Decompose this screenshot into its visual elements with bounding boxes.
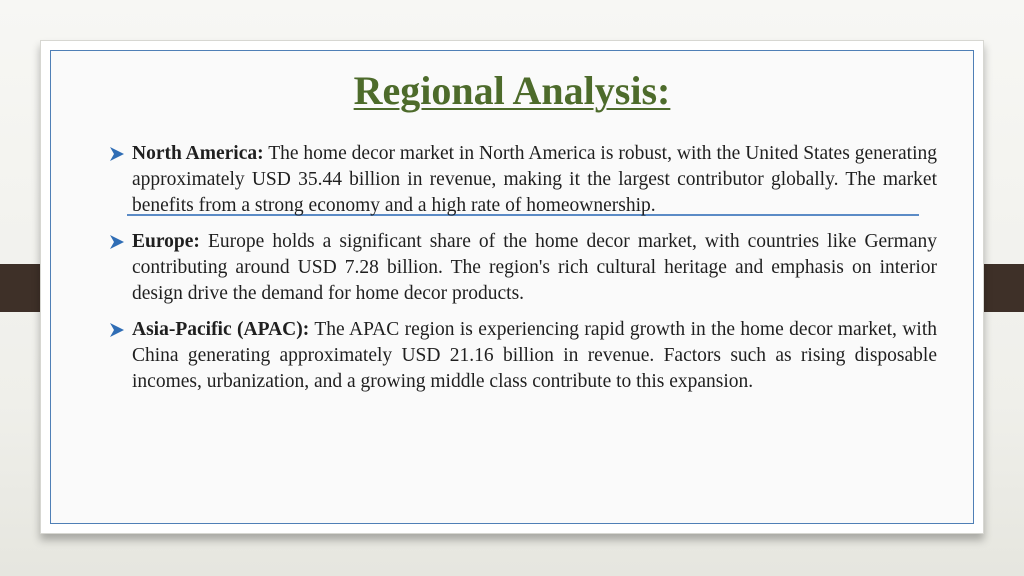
region-label: North America: — [132, 143, 264, 164]
region-description: The APAC region is experiencing rapid growth in the home decor market, with China generating approximately USD 21.16 billion in revenue. Factors such as rising disposable incomes, urbanization, and a growing middle class contribute to this expansion. — [132, 319, 937, 392]
region-description: Europe holds a significant share of the home decor market, with countries like Germany contributing around USD 7.28 billion. The region's rich cultural heritage and emphasis on interior design drive the demand for home decor products. — [132, 231, 938, 304]
bullet-list — [107, 141, 937, 405]
region-label: Europe: — [132, 231, 200, 252]
slide-card — [40, 40, 984, 534]
region-description: The home decor market in North America is robust, with the United States generating approximately USD 35.44 billion in revenue, making it the largest contributor globally. The market benefits from a strong economy and a high rate of homeownership. — [132, 143, 937, 216]
arrow-bullet-icon — [109, 322, 125, 338]
arrow-bullet-icon — [109, 234, 125, 250]
slide-frame — [50, 50, 974, 524]
slide-title: Regional Analysis: — [353, 68, 671, 113]
region-label: Asia-Pacific (APAC): — [132, 319, 310, 340]
bullet-item-north-america — [107, 141, 937, 219]
bullet-item-europe — [107, 229, 937, 307]
arrow-bullet-icon — [109, 146, 125, 162]
bullet-item-apac — [107, 317, 937, 395]
